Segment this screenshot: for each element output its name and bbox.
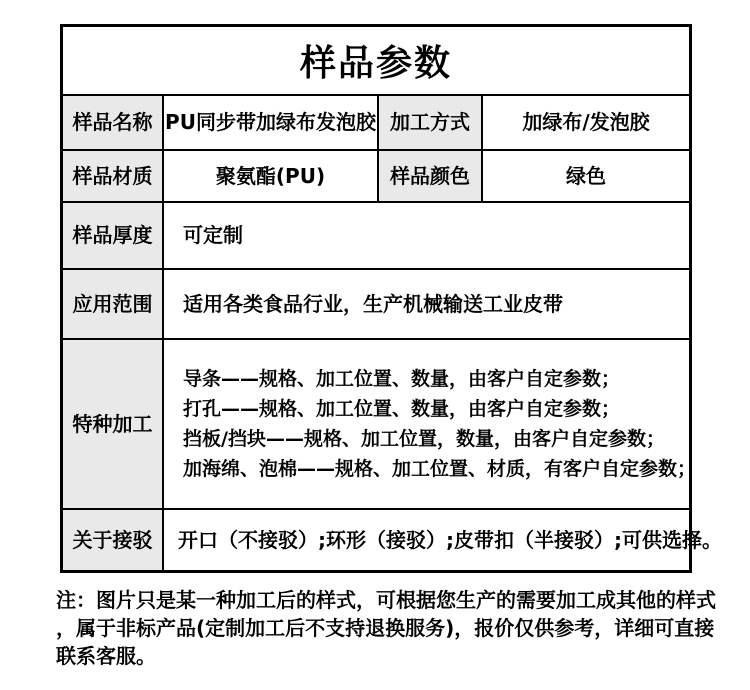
table-row-splicing — [63, 508, 722, 570]
footnote-line-2: ，属于非标产品(定制加工后不支持退换服务)，报价仅供参考，详细可直接 — [56, 616, 715, 640]
label-sample-material: 样品材质 — [63, 151, 164, 201]
label-application-range: 应用范围 — [63, 270, 164, 338]
label-splicing: 关于接驳 — [63, 510, 164, 570]
label-special-processing: 特种加工 — [63, 340, 164, 508]
table-row-sample-name — [63, 94, 689, 149]
special-processing-line-sponge: 加海绵、泡棉——规格、加工位置、材质，有客户自定参数； — [183, 458, 697, 480]
value-processing-method: 加绿布/发泡胶 — [522, 110, 650, 134]
label-processing-method: 加工方式 — [379, 96, 483, 149]
table-row-sample-material — [63, 149, 689, 201]
value-splicing: 开口（不接驳）;环形（接驳）;皮带扣（半接驳）;可供选择。 — [178, 527, 722, 552]
value-sample-color: 绿色 — [566, 163, 606, 188]
special-processing-line-baffle: 挡板/挡块——规格、加工位置，数量，由客户自定参数； — [183, 428, 665, 450]
value-sample-name: PU同步带加绿布发泡胶 — [164, 96, 379, 149]
table-row-application-range — [63, 268, 689, 338]
footnote-line-1: 注：图片只是某一种加工后的样式，可根据您生产的需要加工成其他的样式 — [56, 588, 716, 612]
label-sample-name: 样品名称 — [63, 96, 164, 149]
special-processing-line-guide-strip: 导条——规格、加工位置、数量，由客户自定参数； — [183, 368, 621, 390]
special-processing-line-punching: 打孔——规格、加工位置、数量，由客户自定参数； — [183, 398, 621, 420]
table-title-row — [63, 27, 689, 94]
table-title: 样品参数 — [299, 43, 452, 84]
table-row-special-processing — [63, 338, 697, 508]
value-sample-thickness: 可定制 — [183, 223, 243, 247]
sample-parameters-table — [60, 24, 722, 573]
table-row-sample-thickness — [63, 201, 689, 268]
value-special-processing — [164, 340, 696, 508]
label-sample-color: 样品颜色 — [379, 151, 483, 201]
footnote — [56, 586, 716, 670]
footnote-line-3: 联系客服。 — [56, 644, 156, 668]
value-application-range: 适用各类食品行业，生产机械输送工业皮带 — [183, 291, 563, 316]
value-sample-material: 聚氨酯(PU) — [164, 151, 379, 201]
label-sample-thickness: 样品厚度 — [63, 203, 164, 268]
